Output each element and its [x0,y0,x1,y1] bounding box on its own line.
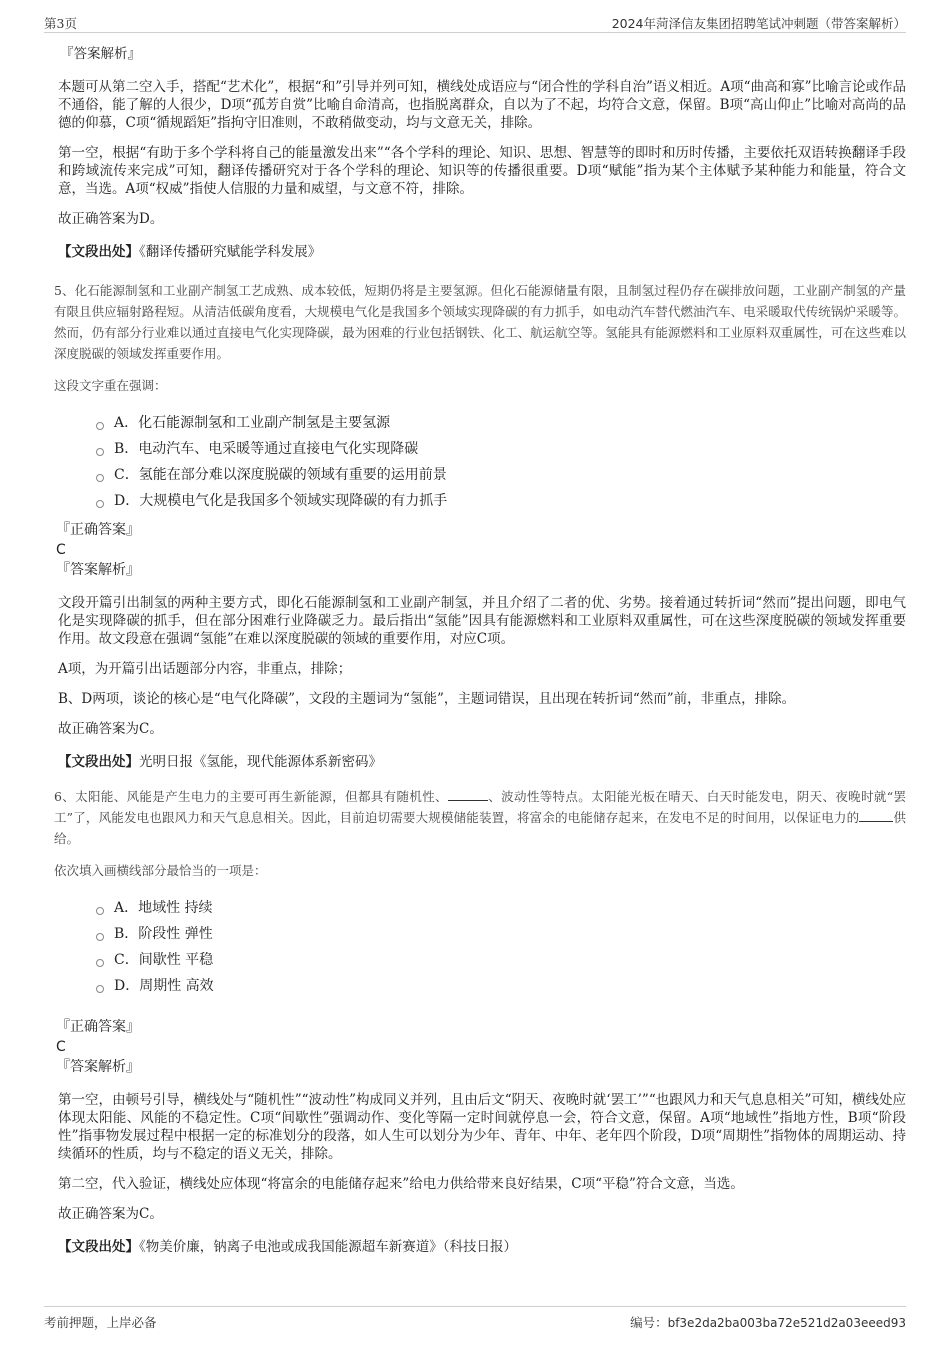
q6-analysis-p1: 第一空，由顿号引导，横线处与“随机性”“波动性”构成同义并列，且由后文“阴天、夜晚时就‘罢工’”“也跟风力和天气息息相关”可知，横线处应体现太阳能、风能的不稳定性。C项“间歇性”强调动作、变化等隔一定时间就停息一会，符合文意，保留。A项“地域性”指地方性，B项“阶段性”指事物发展过程中根据一定的标准划分的段落，如人生可以划分为少年、青年、中年、老年四个阶段，D项“周期性”指物体的周期运动、持续循环的性质，均与不稳定的语义无关，排除。 [58,1092,906,1162]
q6-answer-statement: 故正确答案为C。 [58,1206,163,1222]
q6-analysis-p2: 第二空，代入验证，横线处应体现“将富余的电能储存起来”给电力供给带来良好结果，C项“平稳”符合文意，当选。 [58,1176,744,1192]
option-label: C．氢能在部分难以深度脱碳的领域有重要的运用前景 [114,467,447,483]
radio-icon[interactable] [96,500,104,508]
q6-answer-label: 『正确答案』 [56,1019,140,1035]
q4-source [58,242,906,262]
q6-option-c[interactable] [96,947,906,973]
q5-option-a[interactable] [96,410,906,436]
option-label: C．间歇性 平稳 [114,952,214,968]
q6-analysis-label: 『答案解析』 [56,1059,140,1075]
q6-option-a[interactable] [96,895,906,921]
radio-icon[interactable] [96,474,104,482]
page-number: 第3页 [44,16,77,31]
source-text: 《物美价廉，钠离子电池或成我国能源超车新赛道》（科技日报） [139,1239,517,1255]
code-value: bf3e2da2ba003ba72e521d2a03eeed93 [667,1316,906,1330]
document-title: 2024年菏泽信友集团招聘笔试冲刺题（带答案解析） [611,16,906,31]
blank-2 [859,809,893,822]
radio-icon[interactable] [96,985,104,993]
q4-answer-statement: 故正确答案为D。 [58,211,164,227]
q6-option-b[interactable] [96,921,906,947]
radio-icon[interactable] [96,422,104,430]
q6-source [58,1237,906,1257]
q5-source [58,752,906,772]
option-label: B．阶段性 弹性 [114,926,213,942]
option-label: D．周期性 高效 [114,978,214,994]
q6-question [54,786,906,849]
q6-prompt: 依次填入画横线部分最恰当的一项是： [54,863,267,878]
option-label: D．大规模电气化是我国多个领域实现降碳的有力抓手 [114,493,448,509]
radio-icon[interactable] [96,448,104,456]
q5-question: 5、化石能源制氢和工业副产制氢工艺成熟、成本较低，短期仍将是主要氢源。但化石能源储量有限，且制氢过程仍存在碳排放问题，工业副产制氢的产量有限且供应辐射路程短。从清洁低碳角度看，大规模电气化是我国多个领域实现降碳的有力抓手，如电动汽车替代燃油汽车、电采暖取代传统锅炉采暖等。然而，仍有部分行业难以通过直接电气化实现降碳，最为困难的行业包括钢铁、化工、航运航空等。氢能具有能源燃料和工业原料双重属性，可在这些难以深度脱碳的领域发挥重要作用。 [54,283,906,361]
q6-options [96,895,906,999]
option-label: A．地域性 持续 [114,900,213,916]
q6-question-part1: 6、太阳能、风能是产生电力的主要可再生新能源，但都具有随机性、 [54,789,448,804]
q6-option-d[interactable] [96,973,906,999]
q5-answer-label: 『正确答案』 [56,522,140,538]
q4-analysis-label: 『答案解析』 [60,46,141,62]
source-bracket: 【文段出处】 [58,244,139,260]
page-header [44,12,906,33]
source-bracket: 【文段出处】 [58,1239,139,1255]
q5-answer-statement: 故正确答案为C。 [58,721,163,737]
source-bracket: 【文段出处】 [58,754,139,770]
option-label: B．电动汽车、电采暖等通过直接电气化实现降碳 [114,441,419,457]
source-text: 《翻译传播研究赋能学科发展》 [139,244,322,260]
radio-icon[interactable] [96,907,104,915]
page-content [54,44,906,1257]
radio-icon[interactable] [96,959,104,967]
q5-answer: C [56,542,66,558]
q5-analysis-label: 『答案解析』 [56,562,140,578]
q5-option-c[interactable] [96,462,906,488]
q5-prompt: 这段文字重在强调： [54,378,167,393]
code-label: 编号： [630,1315,668,1330]
q4-analysis-p1: 本题可从第二空入手，搭配“艺术化”，根据“和”引导并列可知，横线处成语应与“闭合性的学科自治”语义相近。A项“曲高和寡”比喻言论或作品不通俗，能了解的人很少，D项“孤芳自赏”比喻自命清高，也指脱离群众，自以为了不起，均符合文意，保留。B项“高山仰止”比喻对高尚的品德的仰慕，C项“循规蹈矩”指拘守旧准则，不敢稍做变动，均与文意无关，排除。 [58,79,906,131]
footer-code [630,1313,906,1331]
option-label: A．化石能源制氢和工业副产制氢是主要氢源 [114,415,391,431]
q4-analysis-p2: 第一空，根据“有助于多个学科将自己的能量激发出来”“各个学科的理论、知识、思想、智慧等的即时和历时传播，主要依托双语转换翻译手段和跨域流传来完成”可知，翻译传播研究对于各个学科的理论、知识等的传播很重要。D项“赋能”指为某个主体赋予某种能力和能量，符合文意，当选。A项“权威”指使人信服的力量和威望，与文意不符，排除。 [58,145,906,197]
q5-option-b[interactable] [96,436,906,462]
q5-analysis-p1: 文段开篇引出制氢的两种主要方式，即化石能源制氢和工业副产制氢，并且介绍了二者的优、劣势。接着通过转折词“然而”提出问题，即电气化是实现降碳的抓手，但在部分困难行业降碳乏力。最后指出“氢能”因具有能源燃料和工业原料双重属性，可在这些深度脱碳的领域发挥重要作用。故文段意在强调“氢能”在难以深度脱碳的领域的重要作用，对应C项。 [58,595,906,647]
q5-analysis-p3: B、D两项，谈论的核心是“电气化降碳”，文段的主题词为“氢能”，主题词错误，且出现在转折词“然而”前，非重点，排除。 [58,691,796,707]
q5-options [96,410,906,514]
radio-icon[interactable] [96,933,104,941]
q5-option-d[interactable] [96,488,906,514]
blank-1 [448,788,488,801]
page-footer [44,1306,906,1331]
q6-question-part3: 供给。 [54,810,906,846]
footer-slogan: 考前押题，上岸必备 [44,1315,157,1330]
q5-analysis-p2: A项，为开篇引出话题部分内容，非重点，排除； [58,661,352,677]
q6-question-part2: 、波动性等特点。太阳能光板在晴天、白天时能发电，阴天、夜晚时就“罢工”了，风能发电也跟风力和天气息息相关。因此，目前迫切需要大规模储能装置，将富余的电能储存起来，在发电不足的时间用，以保证电力的 [54,789,906,825]
q6-answer: C [56,1039,66,1055]
source-text: 光明日报《氢能，现代能源体系新密码》 [139,754,382,770]
